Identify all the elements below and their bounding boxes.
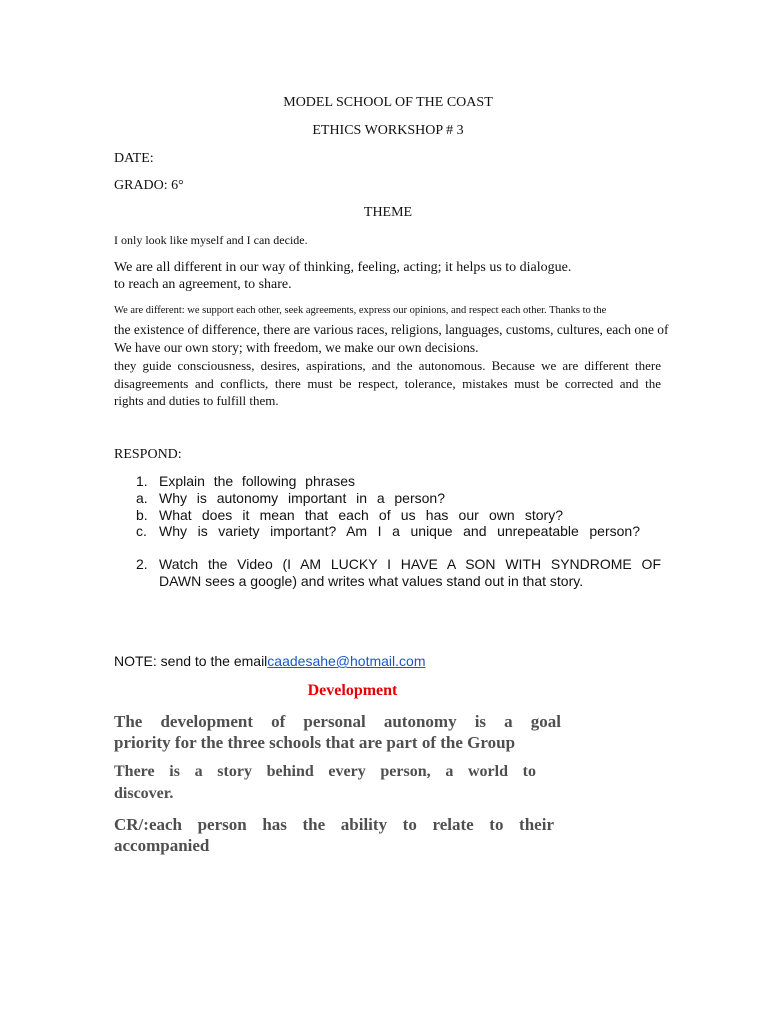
note-line xyxy=(114,653,425,669)
list-marker-2: 2. xyxy=(136,556,148,572)
paragraph-line-4: they guide consciousness, desires, aspirations, and the autonomous. Because we are different there xyxy=(114,358,661,373)
question-c: Why is variety important? Am I a unique and unrepeatable person? xyxy=(159,523,640,539)
development-p3-line-1: CR/:each person has the ability to relate to their xyxy=(114,815,554,834)
date-label: DATE: xyxy=(114,151,154,166)
respond-label: RESPOND: xyxy=(114,447,182,462)
theme-label: THEME xyxy=(363,205,413,220)
development-p2-line-2: discover. xyxy=(114,785,174,802)
development-title: Development xyxy=(307,682,398,699)
list-marker-b: b. xyxy=(136,507,148,523)
intro-line-1: I only look like myself and I can decide. xyxy=(114,233,308,247)
email-link[interactable]: caadesahe@hotmail.com xyxy=(267,653,426,669)
workshop-title: ETHICS WORKSHOP # 3 xyxy=(312,123,464,138)
paragraph-line-6: rights and duties to fulfill them. xyxy=(114,393,279,408)
question-b: What does it mean that each of us has our own story? xyxy=(159,507,563,523)
question-2-line-1: Watch the Video (I AM LUCKY I HAVE A SON WITH SYNDROME OF xyxy=(159,556,661,572)
note-prefix: NOTE: send to the email xyxy=(114,653,268,669)
development-p1-line-1: The development of personal autonomy is a goal xyxy=(114,712,561,731)
development-p2-line-1: There is a story behind every person, a world to xyxy=(114,763,536,780)
list-marker-a: a. xyxy=(136,490,148,506)
paragraph-line-5: disagreements and conflicts, there must be respect, tolerance, mistakes must be corrected and the xyxy=(114,376,661,391)
question-2-line-2: DAWN sees a google) and writes what values stand out in that story. xyxy=(159,573,584,589)
paragraph-line-3: We have our own story; with freedom, we make our own decisions. xyxy=(114,340,479,355)
paragraph-line-2: the existence of difference, there are various races, religions, languages, customs, cultures, each one of xyxy=(114,322,669,337)
paragraph-line-1: We are different: we support each other, seek agreements, express our opinions, and respect each other. Thanks to the xyxy=(114,305,607,316)
development-p1-line-2: priority for the three schools that are part of the Group xyxy=(114,733,516,752)
school-title: MODEL SCHOOL OF THE COAST xyxy=(283,95,493,110)
list-marker-c: c. xyxy=(136,523,147,539)
grade-label: GRADO: 6° xyxy=(114,178,184,193)
question-a: Why is autonomy important in a person? xyxy=(159,490,445,506)
intro-line-2a: We are all different in our way of thinking, feeling, acting; it helps us to dialogue. xyxy=(114,260,572,275)
intro-line-2b: to reach an agreement, to share. xyxy=(114,277,292,292)
question-1: Explain the following phrases xyxy=(159,473,355,489)
development-p3-line-2: accompanied xyxy=(114,836,210,855)
list-marker-1: 1. xyxy=(136,473,148,489)
